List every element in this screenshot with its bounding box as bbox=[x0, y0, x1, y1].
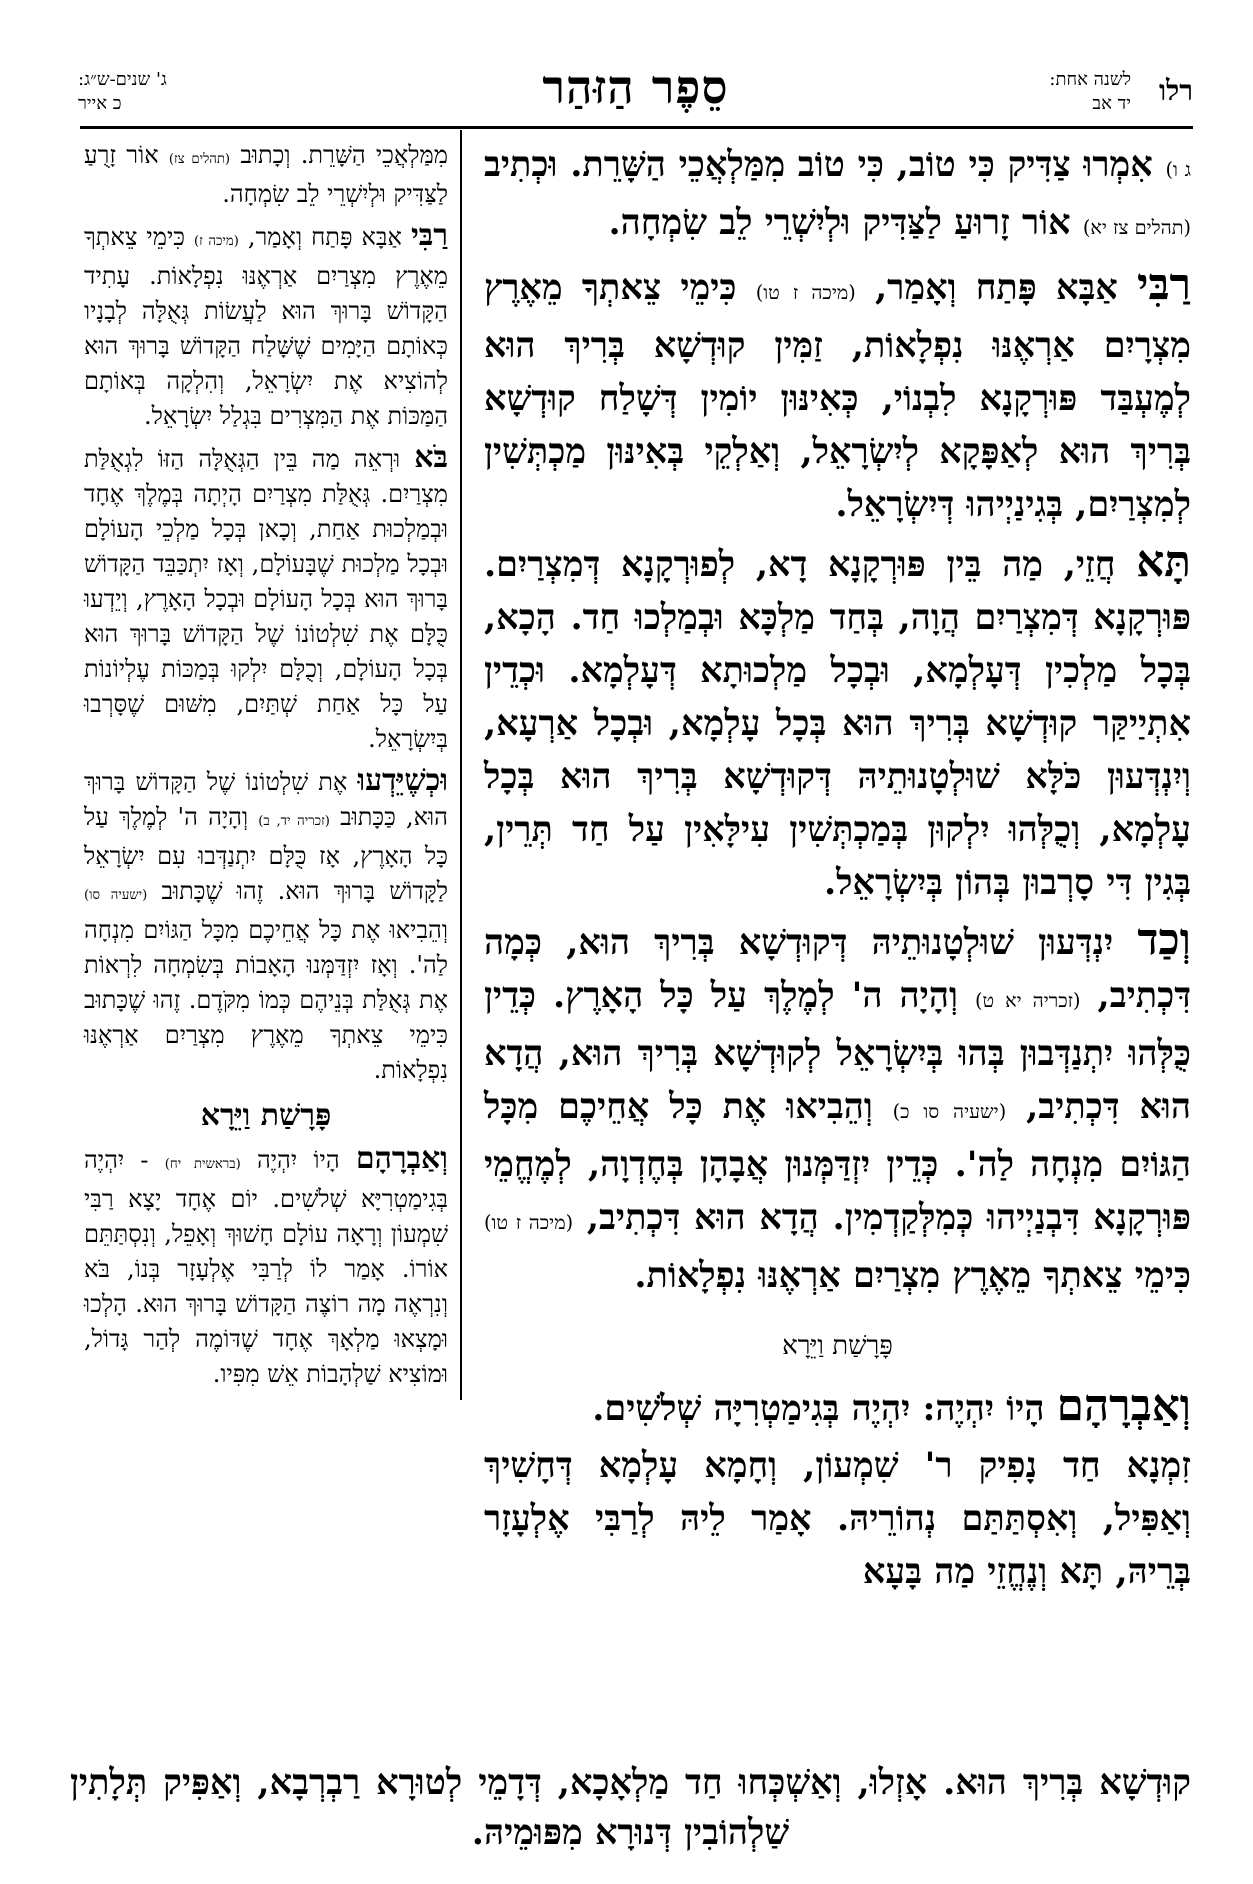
main-text: וְהָיָה ה' לְמֶלֶךְ עַל כָּל הָאָרֶץ. כְּדֵין כֻּלְּהוּ יִתְנַדְּבוּן בְּהוּ בְּיִשְׂרָאֵל לְקוּדְשָׁא בְּרִיךְ הוּא, הֲדָא הוּא דִּכְתִיב, bbox=[484, 975, 1192, 1127]
main-paragraph bbox=[484, 913, 1191, 1302]
side-paragraph bbox=[84, 138, 448, 212]
paragraph-marker: ג ו) bbox=[1165, 158, 1191, 181]
lead-word: תָּא bbox=[1136, 536, 1191, 587]
verse-reference: (זכריה יד, ב) bbox=[258, 814, 330, 829]
verse-reference: (תהלים צז יא) bbox=[1082, 216, 1191, 239]
annual-date: יד אב bbox=[1092, 93, 1131, 114]
main-text: כִּימֵי צֵאתְךָ מֵאֶרֶץ מִצְרַיִם אַרְאֶנּוּ נִפְלָאוֹת. bbox=[634, 1255, 1191, 1296]
lead-word: וּכְשֶׁיֵּדְעוּ bbox=[357, 763, 448, 798]
bottom-fullwidth-text bbox=[70, 1758, 1191, 1858]
schedule-label: ג' שנים-ש״ג: bbox=[78, 69, 167, 90]
verse-reference: (זכריה יא ט) bbox=[974, 989, 1081, 1012]
verse-reference: (מיכה ז) bbox=[194, 234, 239, 249]
verse-reference: (ישעיה סו) bbox=[84, 888, 148, 903]
bottom-paragraph: קוּדְשָׁא בְּרִיךְ הוּא. אָזְלוּ, וְאַשְׁכְּחוּ חַד מַלְאָכָא, דְּדָמֵי לְטוּרָא רַבְרְבָא, וְאַפִּיק תְּלָתִין שַׁלְהוֹבִין דְּנוּרָא מִפּוּמֵיהּ. bbox=[70, 1762, 1191, 1853]
verse-reference: (ישעיה סו כ) bbox=[892, 1100, 1007, 1123]
main-text: אוֹר זָרוּעַ לַצַּדִּיק וּלְיִשְׁרֵי לֵב שִׂמְחָה. bbox=[608, 202, 1071, 243]
main-paragraph bbox=[484, 258, 1191, 531]
column-divider bbox=[460, 130, 462, 1400]
main-column-aramaic bbox=[484, 138, 1191, 1602]
side-paragraph bbox=[84, 1141, 448, 1392]
section-heading: פָּרָשַׁת וַיֵּרָא bbox=[782, 1331, 893, 1361]
section-heading: פָּרָשַׁת וַיֵּרָא bbox=[200, 1098, 332, 1133]
side-text: כִּימֵי צֵאתְךָ מֵאֶרֶץ מִצְרַיִם אַרְאֶנּוּ נִפְלָאוֹת. עָתִיד הַקָּדוֹשׁ בָּרוּךְ הוּא לַעֲשׂוֹת גְּאֻלָּה לְבָנָיו כְּאוֹתָם הַיָּמִים שֶׁשָּׁלַח הַקָּדוֹשׁ בָּרוּךְ הוּא לְהוֹצִיא אֶת יִשְׂרָאֵל, וְהִלְקָה בְּאוֹתָם הַמַּכּוֹת אֶת הַמִּצְרִים בִּגְלַל יִשְׂרָאֵל. bbox=[84, 223, 448, 430]
side-text: אוֹר זָרֻעַ לַצַּדִּיק וּלְיִשְׁרֵי לֵב שִׂמְחָה. bbox=[84, 141, 448, 208]
side-column-hebrew bbox=[84, 138, 448, 1398]
three-year-schedule bbox=[78, 68, 167, 116]
main-text: זִמְנָא חַד נָפִיק ר' שִׁמְעוֹן, וְחָמָא עָלְמָא דְּחָשִׁיךְ וְאַפִּיל, וְאִסְתַּתַּם נְהוֹרֵיהּ. אָמַר לֵיהּ לְרַבִּי אֶלְעָזָר בְּרֵיהּ, תָּא וְנֶחֱזֵי מַה בָּעָא bbox=[484, 1445, 1191, 1592]
main-text: כִּימֵי צֵאתְךָ מֵאֶרֶץ מִצְרָיִם אַרְאֶנּוּ נִפְלָאוֹת, זַמִּין קוּדְשָׁא בְּרִיךְ הוּא לְמֶעְבַּד פּוּרְקָנָא לִבְנוֹי, כְּאִינּוּן יוֹמִין דְּשָׁלַח קוּדְשָׁא בְּרִיךְ הוּא לְאַפָּקָא לְיִשְׂרָאֵל, וְאַלְקֵי בְּאִינּוּן מַכְתְּשִׁין לְמִצְרַיִם, בְּגִינַיְיהוּ דְּיִשְׂרָאֵל. bbox=[484, 267, 1191, 525]
side-text: וּרְאֵה מַה בֵּין הַגְּאֻלָּה הַזּוֹ לִגְאֻלַּת מִצְרַיִם. גְּאֻלַּת מִצְרַיִם הָיְתָה בְּמֶלֶךְ אֶחָד וּבְמַלְכוּת אַחַת, וְכָאן בְּכָל מַלְכֵי הָעוֹלָם וּבְכָל מַלְכוּת שֶׁבָּעוֹלָם, וְאָז יִתְכַּבֵּד הַקָּדוֹשׁ בָּרוּךְ הוּא בְּכָל הָעוֹלָם וּבְכָל הָאָרֶץ, וְיֵדְעוּ כֻּלָּם אֶת שִׁלְטוֹנוֹ שֶׁל הַקָּדוֹשׁ בָּרוּךְ הוּא בְּכָל הָעוֹלָם, וְכֻלָּם יִלְקוּ בְּמַכּוֹת עֶלְיוֹנוֹת עַל כָּל אַחַת שְׁתַּיִם, מִשּׁוּם שֶׁסָּרְבוּ בְּיִשְׂרָאֵל. bbox=[84, 445, 448, 753]
main-text: אַבָּא פָּתַח וְאָמַר, bbox=[874, 267, 1118, 308]
lead-word: רַבִּי bbox=[1136, 259, 1192, 310]
main-paragraph bbox=[484, 138, 1191, 254]
verse-reference: (תהלים צז) bbox=[168, 152, 231, 167]
verse-reference: (בראשית יח) bbox=[164, 1157, 241, 1172]
lead-word: וְכַד bbox=[1137, 914, 1191, 965]
side-paragraph bbox=[84, 763, 448, 1088]
main-paragraph bbox=[484, 535, 1191, 909]
page-number: רלו bbox=[1158, 74, 1193, 107]
side-text: אַבָּא פָּתַח וְאָמַר, bbox=[247, 223, 402, 251]
lead-word: רַבִּי bbox=[410, 218, 448, 253]
page-header bbox=[78, 60, 1193, 130]
lead-word: בֹּא bbox=[414, 440, 448, 475]
side-text: אֶת שִׁלְטוֹנוֹ שֶׁל הַקָּדוֹשׁ בָּרוּךְ הוּא, כַּכָּתוּב bbox=[84, 768, 448, 831]
side-text: וְהֵבִיאוּ אֶת כָּל אֲחֵיכֶם מִכָּל הַגּוֹיִם מִנְחָה לַה'. וְאָז יִזְדַּמְּנוּ הָאָבוֹת בְּשִׂמְחָה לִרְאוֹת אֶת גְּאֻלַּת בְּנֵיהֶם כְּמוֹ מִקֹּדֶם. זֶהוּ שֶׁכָּתוּב כִּימֵי צֵאתְךָ מֵאֶרֶץ מִצְרַיִם אַרְאֶנּוּ נִפְלָאוֹת. bbox=[84, 916, 448, 1084]
main-text: חֲזֵי, מַה בֵּין פּוּרְקָנָא דָא, לְפוּרְקָנָא דְּמִצְרַיִם. פּוּרְקָנָא דְּמִצְרַיִם הֲוָה, בְּחַד מַלְכָּא וּבְמַלְכוּ חַד. הָכָא, בְּכָל מַלְכִין דְּעָלְמָא, וּבְכָל מַלְכוּתָא דְּעָלְמָא. וּכְדֵין אִתְיַיקַּר קוּדְשָׁא בְּרִיךְ הוּא בְּכָל עָלְמָא, וּבְכָל אַרְעָא, וְיִנְדְּעוּן כֹּלָּא שׁוּלְטָנוּתֵיהּ דְּקוּדְשָׁא בְּרִיךְ הוּא בְּכָל עָלְמָא, וְכֻלְּהוּ יִלְקוּן בְּמַכְתְּשִׁין עִילָּאִין עַל חַד תְּרֵין, בְּגִין דִּי סָרְבוּן בְּהוֹן בְּיִשְׂרָאֵל. bbox=[484, 544, 1191, 903]
lead-word: וְאַבְרָהָם bbox=[1056, 1380, 1191, 1431]
side-text: - יִהְיֶה בְּגִימַטְרִיָּא שְׁלֹשִׁים. יוֹם אֶחָד יָצָא רַבִּי שִׁמְעוֹן וְרָאָה עוֹלָם חָשׁוּךְ וְאָפֵל, וְנִסְתַּתֵּם אוֹרוֹ. אָמַר לוֹ לְרַבִּי אֶלְעָזָר בְּנוֹ, בֹּא וְנִרְאֶה מָה רוֹצֶה הַקָּדוֹשׁ בָּרוּךְ הוּא. הָלְכוּ וּמָצְאוּ מַלְאָךְ אֶחָד שֶׁדּוֹמֶה לְהַר גָּדוֹל, וּמוֹצִיא שַׁלְהָבוֹת אֵשׁ מִפִּיו. bbox=[84, 1146, 448, 1388]
verse-reference: (מיכה ז טו) bbox=[484, 1211, 574, 1234]
side-text: מִמַּלְאֲכֵי הַשָּׁרֵת. וְכָתוּב bbox=[240, 141, 448, 169]
side-text: וְהָיָה ה' לְמֶלֶךְ עַל כָּל הָאָרֶץ, אָז כֻּלָּם יִתְנַדְּבוּ עִם יִשְׂרָאֵל לַקָּדוֹשׁ בָּרוּךְ הוּא. זֶהוּ שֶׁכָּתוּב bbox=[84, 803, 448, 905]
lead-word: וְאַבְרָהָם bbox=[355, 1141, 448, 1176]
side-paragraph bbox=[84, 440, 448, 757]
annual-label: לשנה אחת: bbox=[1049, 69, 1131, 90]
header-divider bbox=[80, 126, 1193, 129]
schedule-date: כ אייר bbox=[78, 93, 122, 114]
side-paragraph bbox=[84, 218, 448, 434]
main-text: אִמְרוּ צַדִּיק כִּי טוֹב, כִּי טוֹב מִמַּלְאֲכֵי הַשָּׁרֵת. וּכְתִיב bbox=[484, 144, 1153, 185]
main-paragraph bbox=[484, 1379, 1191, 1435]
verse-reference: (מיכה ז טו) bbox=[755, 281, 856, 304]
main-text: הָיוֹ יִהְיֶה: יִהְיֶה בְּגִימַטְרִיָּה שְׁלֹשִׁים. bbox=[592, 1388, 1045, 1429]
main-text: יִנְדְּעוּן שׁוּלְטָנוּתֵיהּ דְּקוּדְשָׁא בְּרִיךְ הוּא, כְּמָה דִּכְתִיב, bbox=[484, 922, 1192, 1016]
book-title: סֵפֶר הַזּהַר bbox=[542, 60, 729, 114]
main-paragraph bbox=[484, 1439, 1191, 1598]
main-text: וְהֵבִיאוּ אֶת כָּל אֲחֵיכֶם מִכָּל הַגּוֹיִם מִנְחָה לַה'. כְּדֵין יִזְדַּמְּנוּן אֲבָהָן בְּחֶדְוָה, לְמֶחֱמֵי פּוּרְקָנָא דִּבְנַיְיהוּ כְּמִלְּקַדְמִין. הֲדָא הוּא דִּכְתִיב, bbox=[484, 1086, 1191, 1238]
side-text: הָיוֹ יִהְיֶה bbox=[256, 1146, 340, 1174]
